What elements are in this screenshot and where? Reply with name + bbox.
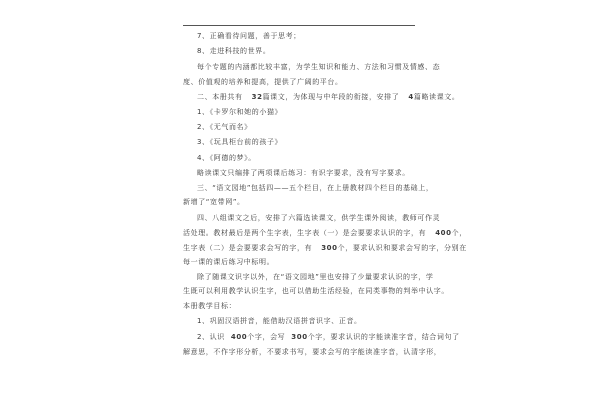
text-fragment: 个， [451, 229, 467, 237]
text-line: 略读课文只编排了两项课后练习：有识字要求，没有写字要求。 [197, 169, 410, 177]
text-line: 除了随课文识字以外，在“语文园地”里也安排了少量要求认识的字，学 [197, 273, 434, 281]
number-value: 32 [251, 93, 263, 101]
text-fragment: 生字表（二）是会要要求会写的字，有 [183, 244, 313, 252]
text-fragment: 二、本册共有 [197, 93, 243, 101]
text-line: 解意思，不作字形分析，不要求书写，要求会写的字能读准字音，认清字形， [183, 348, 442, 356]
text-fragment: 篇略读课文。 [413, 93, 460, 101]
number-value: 400 [230, 333, 248, 341]
number-value: 300 [291, 333, 308, 341]
text-line: 新增了“宽带网”。 [183, 198, 245, 206]
text-line: 3、《玩具柜台前的孩子》 [197, 138, 283, 146]
text-line: 每个专题的内涵都比较丰富，为学生知识和能力、方法和习惯及情感、态 [197, 63, 441, 71]
text-line: 三、“语文园地”包括四——五个栏目，在上册教材四个栏目的基础上， [197, 184, 434, 192]
text-line [183, 229, 467, 238]
text-line: 2、《无气而名》 [197, 123, 252, 131]
text-fragment: 个字，会写 [247, 333, 286, 341]
text-line: 本册教学目标： [183, 302, 237, 310]
text-line: 4、《阿德的梦》。 [197, 154, 256, 162]
text-fragment: 2、认识 [197, 333, 225, 341]
text-line: 度、价值观的培养和提高，提供了广阔的平台。 [183, 78, 343, 86]
number-value: 4 [408, 93, 414, 101]
header-rule [183, 25, 415, 26]
number-value: 400 [435, 229, 452, 237]
text-line [197, 333, 460, 342]
text-line: 1、《卡罗尔和她的小猫》 [197, 108, 283, 116]
text-fragment: 活处理。教材最后是两个生字表，生字表（一）是会要要求认识的字，有 [183, 229, 427, 237]
text-line [197, 93, 459, 102]
text-fragment: 篇课文，为体现与中年段的衔接，安排了 [262, 93, 400, 101]
text-line: 四、八组课文之后，安排了六篇选读课文，供学生课外阅读，教师可作灵 [197, 214, 441, 222]
text-line: 1、巩固汉语拼音，能借助汉语拼音识字、正音。 [197, 317, 362, 325]
text-line: 每一课的课后练习中标明。 [183, 258, 275, 266]
number-value: 300 [321, 244, 338, 252]
text-line: 生既可以利用教学认识生字，也可以借助生活经验，在同类事物的判举中认字。 [183, 287, 449, 295]
text-fragment: 个字，要求认识的字能读准字音，结合词句了 [307, 333, 460, 341]
text-line [183, 244, 467, 253]
text-fragment: 个，要求认识和要求会写的字，分别在 [337, 244, 467, 252]
text-line: 8、走进科技的世界。 [197, 47, 271, 55]
text-line: 7、正确看待问题，善于思考； [197, 32, 301, 40]
